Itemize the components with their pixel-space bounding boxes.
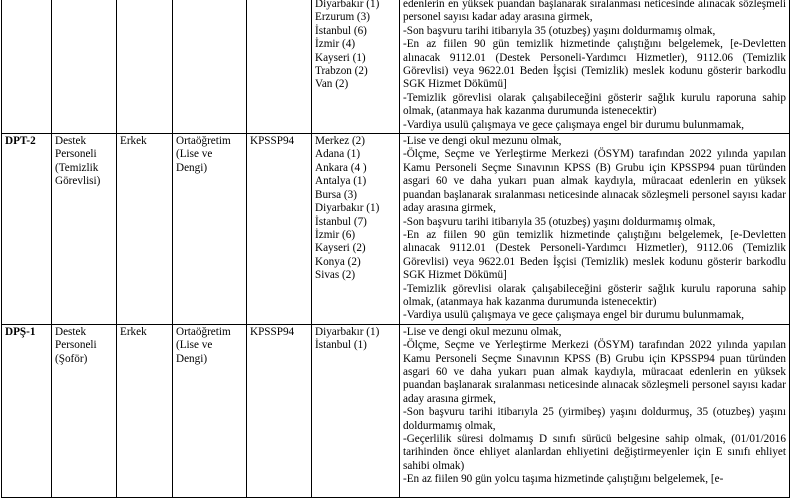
city-quota: İzmir (6) (315, 228, 356, 241)
city-quota: Kayseri (1) (315, 51, 366, 64)
gender-cell (117, 0, 173, 134)
city-quota: Diyarbakır (1) (315, 325, 380, 338)
score-type-cell (247, 0, 312, 134)
table-row (2, 324, 790, 497)
requirement-item: -Lise ve dengi okul mezunu olmak, (403, 135, 562, 148)
city-quota: Konya (2) (315, 255, 361, 268)
city-quota: Ankara (4 ) (315, 161, 367, 174)
requirement-item: -Temizlik görevlisi olarak çalışabileceğini gösterir sağlık kurulu raporuna sahip olmak, (atanmaya hak kazanma durumunda istenecektir) (403, 282, 786, 308)
requirement-item: -En az fiilen 90 gün temizlik hizmetinde çalıştığını belgelemek, [e-Devletten alınacak 9112.01 (Destek Personeli-Yardımcı Hizmetler), 9112.06 (Temizlik Görevlisi) veya 9622.01 Beden İşçisi (Temizlik) meslek kodunu gösterir barkodlu SGK Hizmet Dökümü] (403, 38, 786, 91)
requirement-item: edenlerin en yüksek puandan başlanarak sıralanması neticesinde alınacak sözleşmeli personel sayısı kadar aday arasına girmek, (403, 0, 786, 24)
position-code: DPŞ-1 (2, 324, 52, 497)
requirement-item: -Son başvuru tarihi itibarıyla 35 (otuzbeş) yaşını doldurmamış olmak, (403, 24, 716, 37)
position-code: DPT-2 (2, 134, 52, 325)
city-quota: Diyarbakır (1) (315, 202, 380, 215)
education-cell: Ortaöğretim (Lise ve Dengi) (173, 324, 247, 497)
table-row (2, 0, 790, 134)
requirement-item: -Ölçme, Seçme ve Yerleştirme Merkezi (ÖSYM) tarafından 2022 yılında yapılan Kamu Personeli Seçme Sınavının KPSS (B) Grubu için KPSSP94 puan türünden asgari 60 ve daha yukarı puan almak kaydıyla, müracaat edenlerin en yüksek puandan başlanarak sıralanması neticesinde alınacak sözleşmeli personel sayısı kadar aday arasına girmek, (403, 148, 786, 215)
gender-cell: Erkek (117, 324, 173, 497)
education-cell (173, 0, 247, 134)
position-title (52, 0, 117, 134)
requirement-item: -Geçerlilik süresi dolmamış D sınıfı sürücü belgesine sahip olmak, (01/01/2016 tarihinden önce ehliyet alanlardan ehliyetini değiştirmeyenler için E sınıfı ehliyet sahibi olmak) (403, 433, 786, 472)
score-type-cell: KPSSP94 (247, 134, 312, 325)
score-type-cell: KPSSP94 (247, 324, 312, 497)
table-row (2, 134, 790, 325)
requirement-item: -En az fiilen 90 gün yolcu taşıma hizmetinde çalıştığını belgelemek, [e- (403, 473, 724, 486)
requirement-item: -Son başvuru tarihi itibarıyla 25 (yirmibeş) yaşını doldurmuş, 35 (otuzbeş) yaşını doldurmamış olmak, (403, 406, 786, 432)
city-quota: Erzurum (3) (315, 11, 370, 24)
recruitment-table (1, 0, 790, 498)
cities-cell (312, 0, 400, 134)
city-quota: İzmir (4) (315, 38, 356, 51)
city-quota: İstanbul (1) (315, 339, 367, 352)
requirement-item: -Son başvuru tarihi itibarıyla 35 (otuzbeş) yaşını doldurmamış olmak, (403, 215, 716, 228)
requirement-item: -Ölçme, Seçme ve Yerleştirme Merkezi (ÖSYM) tarafından 2022 yılında yapılan Kamu Personeli Seçme Sınavının KPSS (B) Grubu için KPSSP94 puan türünden asgari 60 ve daha yukarı puan almak kaydıyla, müracaat edenlerin en yüksek puandan başlanarak sıralanması neticesinde alınacak sözleşmeli personel sayısı kadar aday arasına girmek, (403, 339, 786, 405)
city-quota: Adana (1) (315, 148, 361, 161)
requirement-item: -Lise ve dengi okul mezunu olmak, (403, 325, 562, 338)
cities-cell (312, 134, 400, 325)
city-quota: Bursa (3) (315, 188, 357, 201)
position-title: Destek Personeli (Şoför) (52, 324, 117, 497)
city-quota: Kayseri (2) (315, 242, 366, 255)
city-quota: Trabzon (2) (315, 65, 368, 78)
city-quota: Van (2) (315, 78, 349, 91)
city-quota: İstanbul (7) (315, 215, 367, 228)
city-quota: Merkez (2) (315, 135, 366, 148)
city-quota: Sivas (2) (315, 269, 356, 282)
gender-cell: Erkek (117, 134, 173, 325)
position-code (2, 0, 52, 134)
requirements-cell (400, 134, 790, 325)
requirement-item: -Vardiya usulü çalışmaya ve gece çalışmaya engel bir durumu bulunmamak, (403, 118, 745, 131)
position-title: Destek Personeli (Temizlik Görevlisi) (52, 134, 117, 325)
requirement-item: -Temizlik görevlisi olarak çalışabileceğini gösterir sağlık kurulu raporuna sahip olmak, (atanmaya hak kazanma durumunda istenecektir) (403, 91, 786, 118)
requirement-item: -En az fiilen 90 gün temizlik hizmetinde çalıştığını belgelemek, [e-Devletten alınacak 9112.01 (Destek Personeli-Yardımcı Hizmetler), 9112.06 (Temizlik Görevlisi) veya 9622.01 Beden İşçisi (Temizlik) meslek kodunu gösterir barkodlu SGK Hizmet Dökümü] (403, 228, 786, 282)
requirements-cell (400, 324, 790, 497)
education-cell: Ortaöğretim (Lise ve Dengi) (173, 134, 247, 325)
city-quota: Diyarbakır (1) (315, 0, 380, 10)
requirements-cell (400, 0, 790, 134)
cities-cell (312, 324, 400, 497)
city-quota: İstanbul (6) (315, 24, 367, 37)
city-quota: Antalya (1) (315, 175, 367, 188)
requirement-item: -Vardiya usulü çalışmaya ve gece çalışmaya engel bir durumu bulunmamak, (403, 309, 745, 322)
